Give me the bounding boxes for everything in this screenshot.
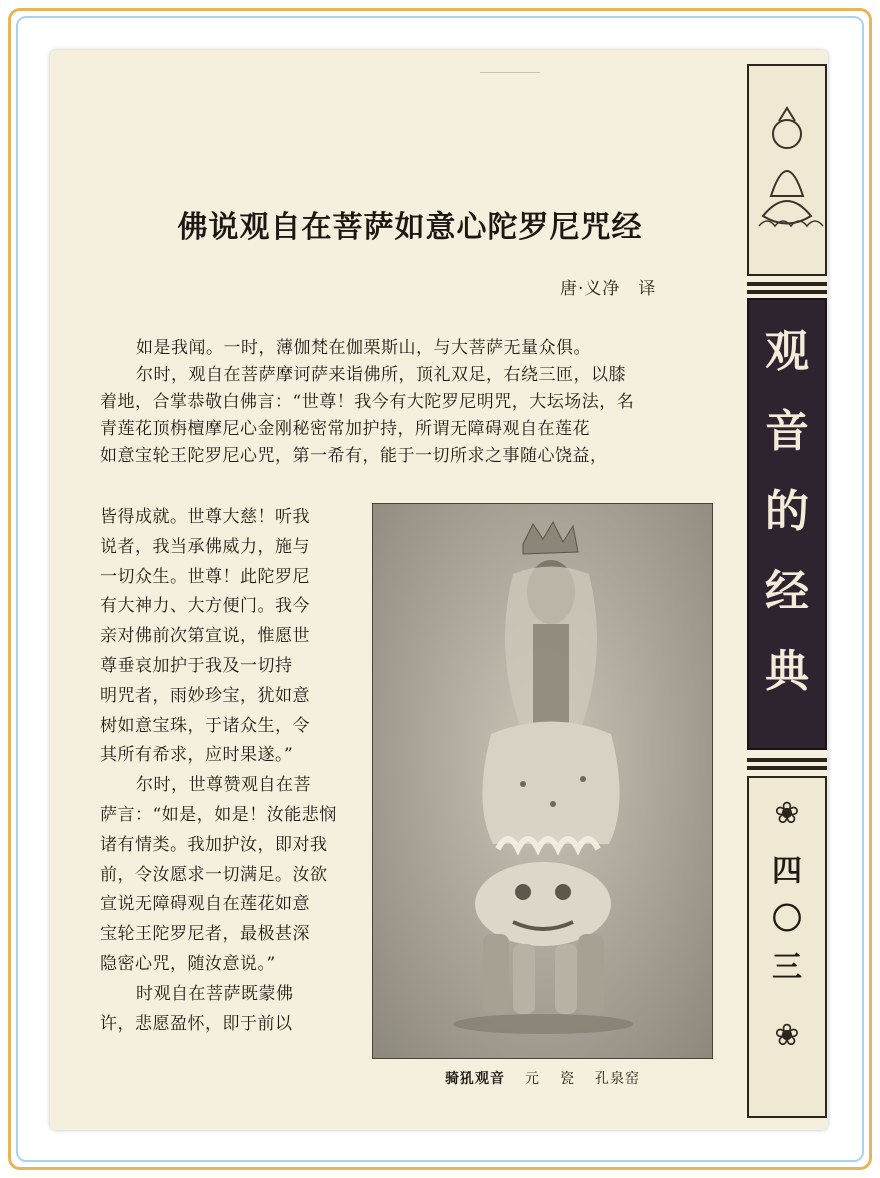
text-line: 时观自在菩萨既蒙佛 (136, 983, 294, 1004)
translator-credit: 唐·义净 译 (560, 279, 657, 299)
caption-kiln: 孔泉窑 (595, 1071, 640, 1087)
page-number-char: 〇 (772, 902, 802, 937)
text-line: 青莲花顶栴檀摩尼心金刚秘密常加护持，所谓无障碍观自在莲花 (100, 419, 590, 439)
text-line: 着地，合掌恭敬白佛言：“世尊！我今有大陀罗尼明咒，大坛场法，名 (100, 392, 635, 412)
text-line: 隐密心咒，随汝意说。” (100, 953, 276, 974)
title-char: 观 (765, 326, 809, 377)
sidebar-divider (747, 282, 827, 286)
full-width-text (100, 335, 715, 470)
text-line: 尊垂哀加护于我及一切持 (100, 655, 293, 676)
sidebar-page-number (747, 776, 827, 1118)
sidebar-divider (747, 758, 827, 762)
page-number-char: 四 (772, 854, 802, 889)
caption-type: 瓷 (560, 1071, 575, 1087)
text-line: 诸有情类。我加护汝，即对我 (100, 834, 328, 855)
page-mark (480, 72, 540, 73)
book-page (50, 50, 828, 1130)
caption-dynasty: 元 (525, 1071, 540, 1087)
guanyin-statue-photo (372, 503, 713, 1059)
flower-icon: ❀ (774, 796, 800, 831)
title-char: 典 (765, 646, 809, 697)
article-title: 佛说观自在菩萨如意心陀罗尼咒经 (177, 210, 643, 245)
title-char: 音 (765, 406, 809, 457)
text-line: 其所有希求，应时果遂。” (100, 745, 294, 766)
page-number (749, 848, 825, 992)
text-line: 皆得成就。世尊大慈！听我 (100, 507, 310, 527)
flower-icon: ❀ (774, 1018, 800, 1053)
caption-name: 骑犼观音 (445, 1071, 505, 1087)
text-line: 明咒者，雨妙珍宝，犹如意 (100, 685, 310, 706)
title-char: 经 (765, 566, 809, 617)
text-line: 前，令汝愿求一切满足。汝欲 (100, 864, 328, 885)
sidebar-divider (747, 290, 827, 294)
text-line: 尔时，世尊赞观自在菩 (136, 775, 311, 796)
sidebar-title-band (747, 298, 827, 750)
text-line: 树如意宝珠，于诸众生，令 (100, 715, 310, 736)
text-line: 尔时，观自在菩萨摩诃萨来诣佛所，顶礼双足，右绕三匝，以膝 (136, 365, 626, 385)
text-line: 宣说无障碍观自在莲花如意 (100, 894, 310, 915)
text-line: 亲对佛前次第宣说，惟愿世 (100, 626, 310, 647)
guanyin-figure-icon (749, 66, 825, 274)
title-char: 的 (765, 486, 809, 537)
text-line: 萨言：“如是，如是！汝能悲悯 (100, 804, 337, 825)
text-line: 如是我闻。一时，薄伽梵在伽栗斯山，与大菩萨无量众俱。 (136, 338, 591, 358)
sidebar-title (749, 312, 825, 712)
text-line: 如意宝轮王陀罗尼心咒，第一希有，能于一切所求之事随心饶益， (100, 446, 608, 466)
sidebar-divider (747, 766, 827, 770)
text-line: 宝轮王陀罗尼者，最极甚深 (100, 924, 310, 945)
text-line: 有大神力、大方便门。我今 (100, 596, 310, 617)
column-text (100, 503, 370, 1039)
text-line: 许，悲愿盈怀，即于前以 (100, 1013, 293, 1034)
statue-illustration (373, 504, 713, 1059)
text-line: 一切众生。世尊！此陀罗尼 (100, 566, 310, 587)
page-number-char: 三 (772, 950, 802, 985)
photo-caption (372, 1068, 713, 1088)
text-line: 说者，我当承佛威力，施与 (100, 536, 310, 557)
sidebar-guanyin-emblem (747, 64, 827, 276)
